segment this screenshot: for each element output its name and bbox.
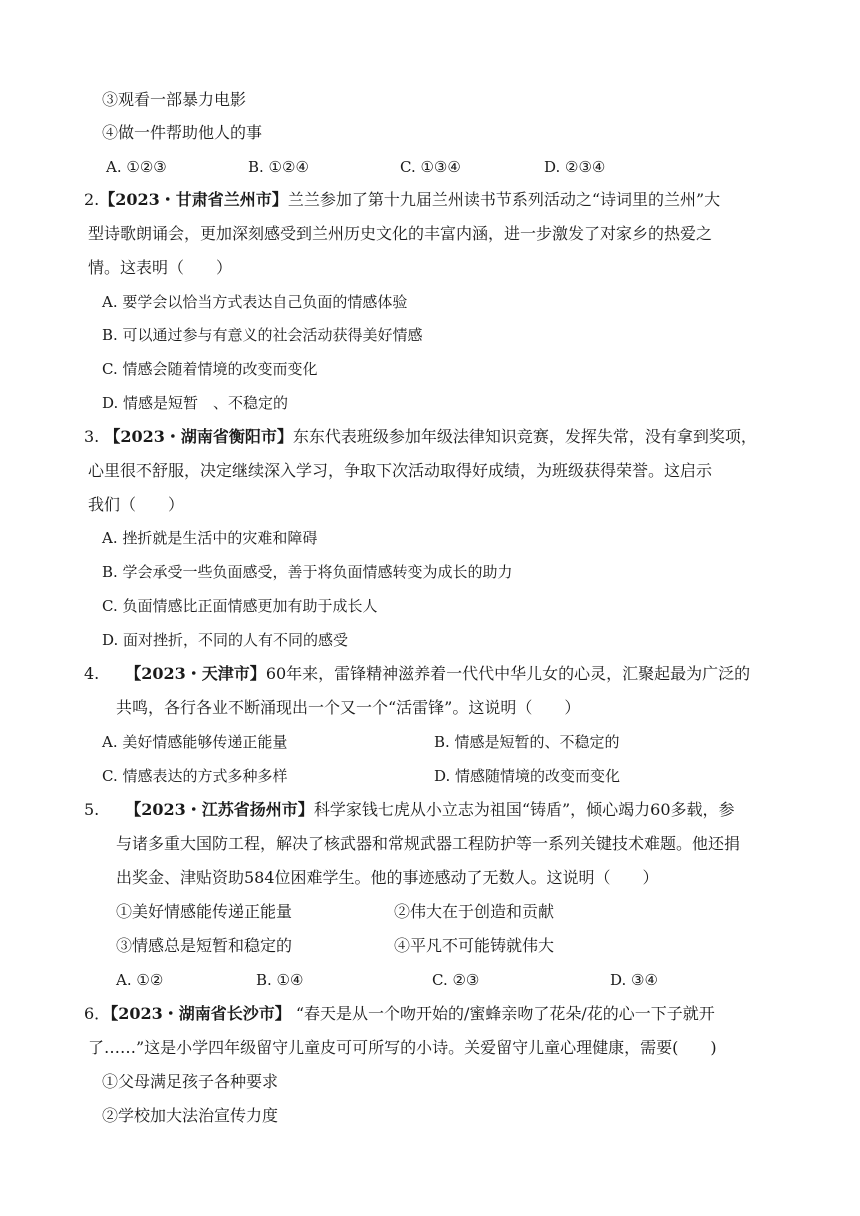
q4-number: 4.: [84, 664, 100, 683]
q6-stem-line-1: [84, 1004, 715, 1024]
q1-option-b: B. ①②④: [248, 158, 309, 176]
q6-item-1: ①父母满足孩子各种要求: [102, 1072, 279, 1091]
q5-item-2: ②伟大在于创造和贡献: [394, 902, 555, 921]
q6-stem-line-2: 了……”这是小学四年级留守儿童皮可可所写的小诗。关爱留守儿童心理健康，需要( ): [88, 1038, 717, 1057]
q2-number: 2.: [84, 190, 100, 209]
q6-source: 【2023・湖南省长沙市】: [110, 1004, 291, 1023]
q2-stem-line-3: 情。这表明（ ）: [88, 258, 233, 277]
q5-option-c: C. ②③: [432, 971, 480, 989]
q5-number: 5.: [84, 800, 100, 819]
q3-number: 3.: [84, 427, 100, 446]
q1-option-d: D. ②③④: [544, 158, 606, 176]
q3-option-c: C. 负面情感比正面情感更加有助于成长人: [102, 597, 378, 615]
q2-stem-line-1: [84, 190, 720, 210]
q3-option-a: A. 挫折就是生活中的灾难和障碍: [102, 529, 318, 547]
q5-item-4: ④平凡不可能铸就伟大: [394, 936, 555, 955]
q1-option-a: A. ①②③: [106, 158, 167, 176]
q5-stem-text-1: 科学家钱七虎从小立志为祖国“铸盾”，倾心竭力60多载，参: [313, 800, 735, 819]
q2-option-c: C. 情感会随着情境的改变而变化: [102, 360, 318, 378]
q2-option-b: B. 可以通过参与有意义的社会活动获得美好情感: [102, 326, 423, 344]
q4-option-b: B. 情感是短暂的、不稳定的: [434, 733, 620, 751]
q5-stem-line-2: 与诸多重大国防工程，解决了核武器和常规武器工程防护等一系列关键技术难题。他还捐: [116, 834, 741, 853]
q5-option-b: B. ①④: [256, 971, 304, 989]
q3-source: 【2023・湖南省衡阳市】: [104, 427, 293, 446]
q2-option-a: A. 要学会以恰当方式表达自己负面的情感体验: [102, 293, 408, 311]
q4-stem-line-2: 共鸣，各行各业不断涌现出一个又一个“活雷锋”。这说明（ ）: [116, 698, 581, 717]
q1-option-c: C. ①③④: [400, 158, 461, 176]
q3-stem-text-1: 东东代表班级参加年级法律知识竞赛，发挥失常，没有拿到奖项，: [292, 427, 757, 446]
q2-stem-text-1: 兰兰参加了第十九届兰州读书节系列活动之“诗词里的兰州”大: [287, 190, 721, 209]
q4-option-a: A. 美好情感能够传递正能量: [102, 733, 288, 751]
q1-item-3: ③观看一部暴力电影: [102, 90, 247, 109]
q6-item-2: ②学校加大法治宣传力度: [102, 1106, 279, 1125]
q5-stem-line-1: [84, 800, 735, 820]
q4-option-d: D. 情感随情境的改变而变化: [434, 767, 621, 785]
q3-option-d: D. 面对挫折，不同的人有不同的感受: [102, 631, 349, 649]
q3-stem-line-1: [84, 427, 757, 447]
q1-item-4: ④做一件帮助他人的事: [102, 123, 263, 142]
q3-option-b: B. 学会承受一些负面感受，善于将负面情感转变为成长的助力: [102, 563, 513, 581]
q2-option-d: D. 情感是短暂 、不稳定的: [102, 394, 289, 412]
q4-option-c: C. 情感表达的方式多种多样: [102, 767, 288, 785]
q5-option-d: D. ③④: [610, 971, 658, 989]
q6-stem-text-1: “春天是从一个吻开始的/蜜蜂亲吻了花朵/花的心一下子就开: [295, 1004, 715, 1023]
q2-source: 【2023・甘肃省兰州市】: [99, 190, 288, 209]
q2-stem-line-2: 型诗歌朗诵会，更加深刻感受到兰州历史文化的丰富内涵，进一步激发了对家乡的热爱之: [88, 224, 713, 243]
q4-stem-line-1: [84, 664, 750, 684]
q5-item-1: ①美好情感能传递正能量: [116, 902, 293, 921]
q3-stem-line-2: 心里很不舒服，决定继续深入学习，争取下次活动取得好成绩，为班级获得荣誉。这启示: [88, 461, 713, 480]
q3-stem-line-3: 我们（ ）: [88, 495, 185, 514]
q5-stem-line-3: 出奖金、津贴资助584位困难学生。他的事迹感动了无数人。这说明（ ）: [116, 868, 659, 887]
q5-option-a: A. ①②: [116, 971, 164, 989]
q4-source: 【2023・天津市】: [125, 664, 266, 683]
q5-source: 【2023・江苏省扬州市】: [125, 800, 314, 819]
q5-item-3: ③情感总是短暂和稳定的: [116, 936, 293, 955]
q6-number: 6．: [84, 1004, 111, 1023]
q4-stem-text-1: 60年来，雷锋精神滋养着一代代中华儿女的心灵，汇聚起最为广泛的: [265, 664, 751, 683]
